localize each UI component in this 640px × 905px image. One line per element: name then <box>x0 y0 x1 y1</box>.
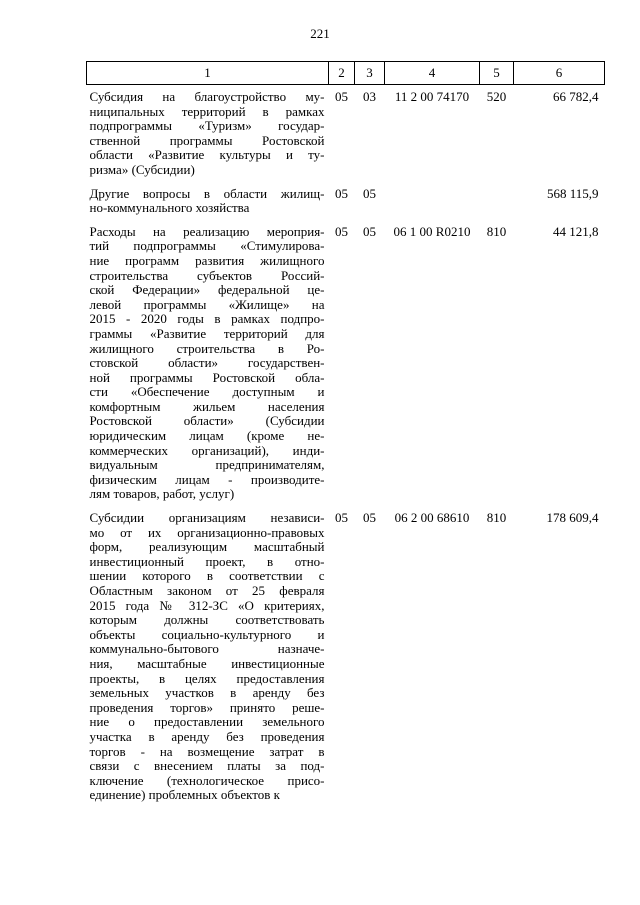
row-name-line: лям товаров, работ, услуг) <box>89 486 235 502</box>
row-name-line: области «Развитие культуры и ту- <box>89 147 325 163</box>
row-name-line: шении которого в соответствии с <box>89 568 325 584</box>
row-expense-type-code: 810 <box>486 510 507 526</box>
row-name-line: ной программы Ростовской обла- <box>89 369 325 385</box>
header-col-1: 1 <box>87 62 329 85</box>
row-name-line: ниципальных территорий в рамках <box>89 103 325 119</box>
row-amount: 66 782,4 <box>553 89 599 104</box>
row-name-line: видуальным предпринимателям, <box>89 457 325 473</box>
row-name-line: ния, масштабные инвестиционные <box>89 655 325 671</box>
row-section-code: 05 <box>335 89 348 104</box>
row-name-line: коммерческих организаций), инди- <box>89 442 325 458</box>
row-name-line: Другие вопросы в области жилищ- <box>89 185 325 201</box>
page-number: 221 <box>310 26 330 41</box>
row-subsection-code: 05 <box>363 223 376 239</box>
row-name-line: Ростовской области» (Субсидии <box>89 413 325 429</box>
row-target-article-code: 06 1 00 R0210 <box>393 223 471 239</box>
row-name-line: 2015 - 2020 годы в рамках подпро- <box>89 311 325 327</box>
row-name-line: тий подпрограммы «Стимулирова- <box>89 238 325 254</box>
row-amount: 568 115,9 <box>546 185 599 201</box>
row-name-line: связи с внесением платы за под- <box>89 758 325 774</box>
table-body <box>87 85 605 812</box>
row-name-line: Расходы на реализацию мероприя- <box>89 223 325 239</box>
row-target-article-code: 06 2 00 68610 <box>394 510 470 526</box>
row-name-line: сти «Обеспечение доступным и <box>89 384 325 400</box>
row-name-line: коммунально-бытового назначе- <box>89 641 325 657</box>
table-row <box>87 187 605 225</box>
row-name-line: которым должны соответствовать <box>89 612 325 628</box>
table-row <box>87 85 605 187</box>
table-row <box>87 511 605 812</box>
row-name-line: единение) проблемных объектов к <box>89 787 280 803</box>
row-expense-type-code: 810 <box>486 223 507 239</box>
header-col-4: 4 <box>385 62 480 85</box>
row-name-line: физическим лицам - производите- <box>89 471 325 487</box>
row-name-line: инвестиционный проект, в отно- <box>89 553 325 569</box>
table-row <box>87 225 605 511</box>
row-section-code: 05 <box>335 185 348 201</box>
row-name-line: подпрограммы «Туризм» государ- <box>89 118 325 134</box>
row-target-article-code <box>385 187 480 225</box>
row-name-line: проведения торгов» принято реше- <box>89 699 325 715</box>
row-expense-type-code <box>480 187 514 225</box>
table-header <box>87 62 605 85</box>
row-name-line: ской Федерации» федеральной це- <box>89 282 325 298</box>
row-name-line: Областным законом от 25 февраля <box>89 583 325 598</box>
row-amount: 44 121,8 <box>553 223 599 239</box>
row-name-line: участка в аренду без проведения <box>89 728 325 744</box>
row-name <box>87 85 329 187</box>
row-subsection-code: 03 <box>363 89 376 104</box>
row-name-line: стовской области» государствен- <box>89 355 325 371</box>
row-name-line: Субсидия на благоустройство му- <box>89 89 325 104</box>
row-name-line: объекты социально-культурного и <box>89 626 325 642</box>
row-amount: 178 609,4 <box>546 510 599 526</box>
row-name-line: граммы «Развитие территорий для <box>89 325 325 341</box>
row-name-line: проекты, в целях предоставления <box>89 670 325 686</box>
row-target-article-code: 11 2 00 74170 <box>394 89 470 104</box>
row-name-line: форм, реализующим масштабный <box>89 539 325 555</box>
row-name-line: ние программ развития жилищного <box>89 252 325 268</box>
row-name-line: торгов - на возмещение затрат в <box>89 743 325 759</box>
row-name-line: юридическим лицам (кроме не- <box>89 428 325 444</box>
header-col-5: 5 <box>480 62 514 85</box>
row-name-line: земельных участков в аренду без <box>89 685 325 701</box>
row-name-line: левой программы «Жилище» на <box>89 296 325 312</box>
row-subsection-code: 05 <box>363 510 376 526</box>
budget-table <box>86 61 605 812</box>
row-subsection-code: 05 <box>363 185 376 201</box>
row-name-line: ственной программы Ростовской <box>89 132 325 148</box>
row-name <box>87 225 329 511</box>
row-name-line: Субсидии организациям независи- <box>89 510 325 526</box>
row-name-line: ключение (технологическое присо- <box>89 772 325 788</box>
row-name-line: ние о предоставлении земельного <box>89 714 325 730</box>
header-col-6: 6 <box>514 62 605 85</box>
row-section-code: 05 <box>335 223 348 239</box>
row-name-line: комфортным жильем населения <box>89 398 325 414</box>
row-name-line: строительства субъектов Россий- <box>89 267 325 283</box>
row-name-line: жилищного строительства в Ро- <box>89 340 325 356</box>
row-name-line: ризма» (Субсидии) <box>89 161 195 177</box>
row-name <box>87 187 329 225</box>
header-col-3: 3 <box>355 62 385 85</box>
row-name <box>87 511 329 812</box>
row-name-line: мо от их организационно-правовых <box>89 524 325 540</box>
row-expense-type-code: 520 <box>486 89 507 104</box>
row-name-line: но-коммунального хозяйства <box>89 200 250 216</box>
header-col-2: 2 <box>329 62 355 85</box>
row-name-line: 2015 года № 312-ЗС «О критериях, <box>89 597 325 613</box>
row-section-code: 05 <box>335 510 348 526</box>
